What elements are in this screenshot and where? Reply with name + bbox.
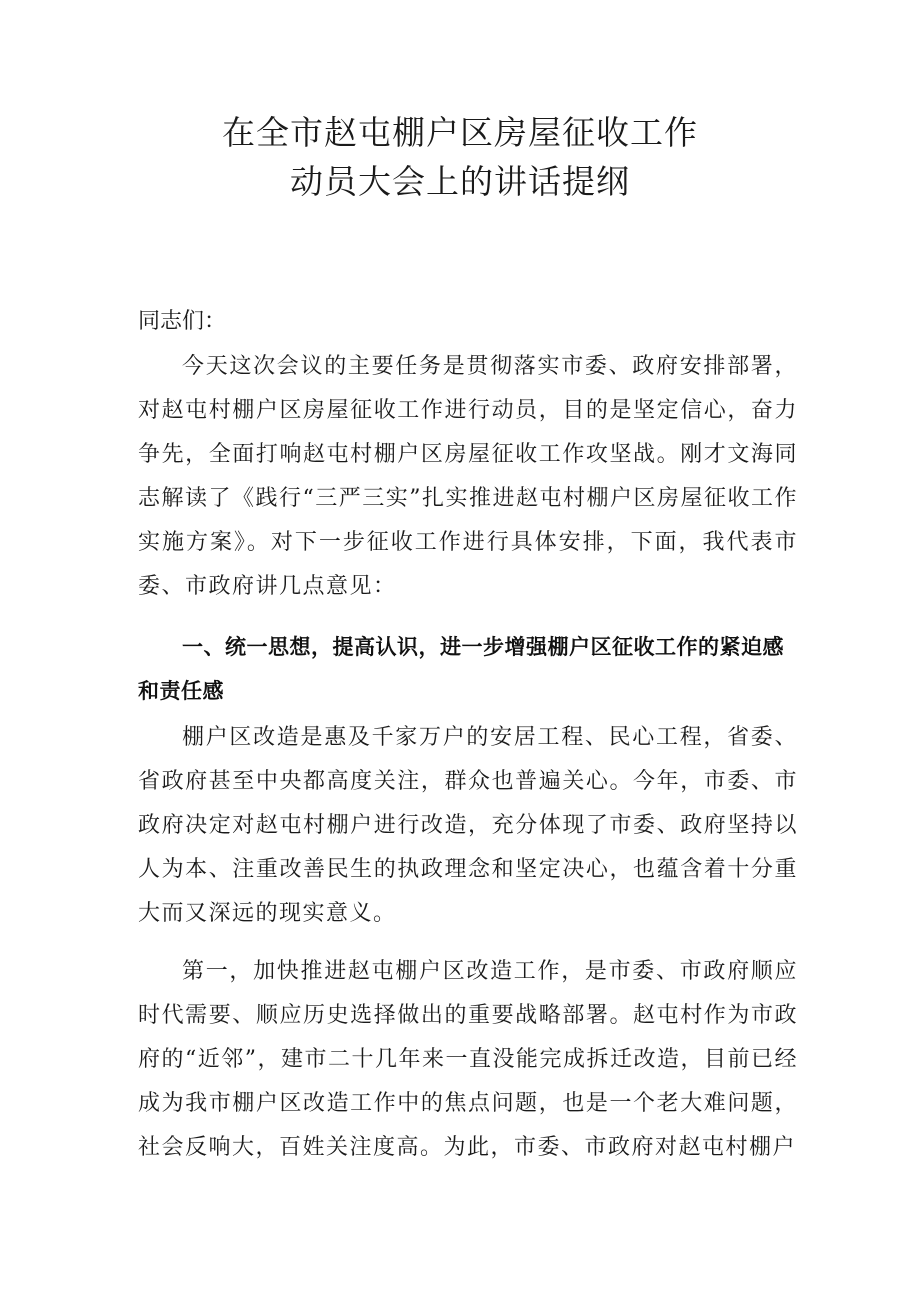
paragraph-first-point: 第一，加快推进赵屯棚户区改造工作，是市委、市政府顺应时代需要、顺应历史选择做出的重要战略部署。赵屯村作为市政府的“近邻”，建市二十几年来一直没能完成拆迁改造，目前已经成为我市棚户区改造工作中的焦点问题，也是一个老大难问题，社会反响大，百姓关注度高。为此，市委、市政府对赵屯村棚户 [138, 959, 798, 1160]
document-title-line-2: 动员大会上的讲话提纲 [290, 162, 630, 201]
document-title-line-1: 在全市赵屯棚户区房屋征收工作 [222, 113, 698, 152]
paragraph-intro: 今天这次会议的主要任务是贯彻落实市委、政府安排部署，对赵屯村棚户区房屋征收工作进行动员，目的是坚定信心，奋力争先，全面打响赵屯村棚户区房屋征收工作攻坚战。刚才文海同志解读了《践行“三严三实”扎实推进赵屯村棚户区房屋征收工作实施方案》。对下一步征收工作进行具体安排，下面，我代表市委、市政府讲几点意见： [138, 354, 798, 599]
salutation: 同志们： [138, 309, 227, 334]
section-heading-1: 一、统一思想，提高认识，进一步增强棚户区征收工作的紧迫感和责任感 [138, 635, 784, 703]
paragraph-shantytown-renovation: 棚户区改造是惠及千家万户的安居工程、民心工程，省委、省政府甚至中央都高度关注，群众也普遍关心。今年，市委、市政府决定对赵屯村棚户进行改造，充分体现了市委、政府坚持以人为本、注重改善民生的执政理念和坚定决心，也蕴含着十分重大而又深远的现实意义。 [138, 725, 798, 926]
